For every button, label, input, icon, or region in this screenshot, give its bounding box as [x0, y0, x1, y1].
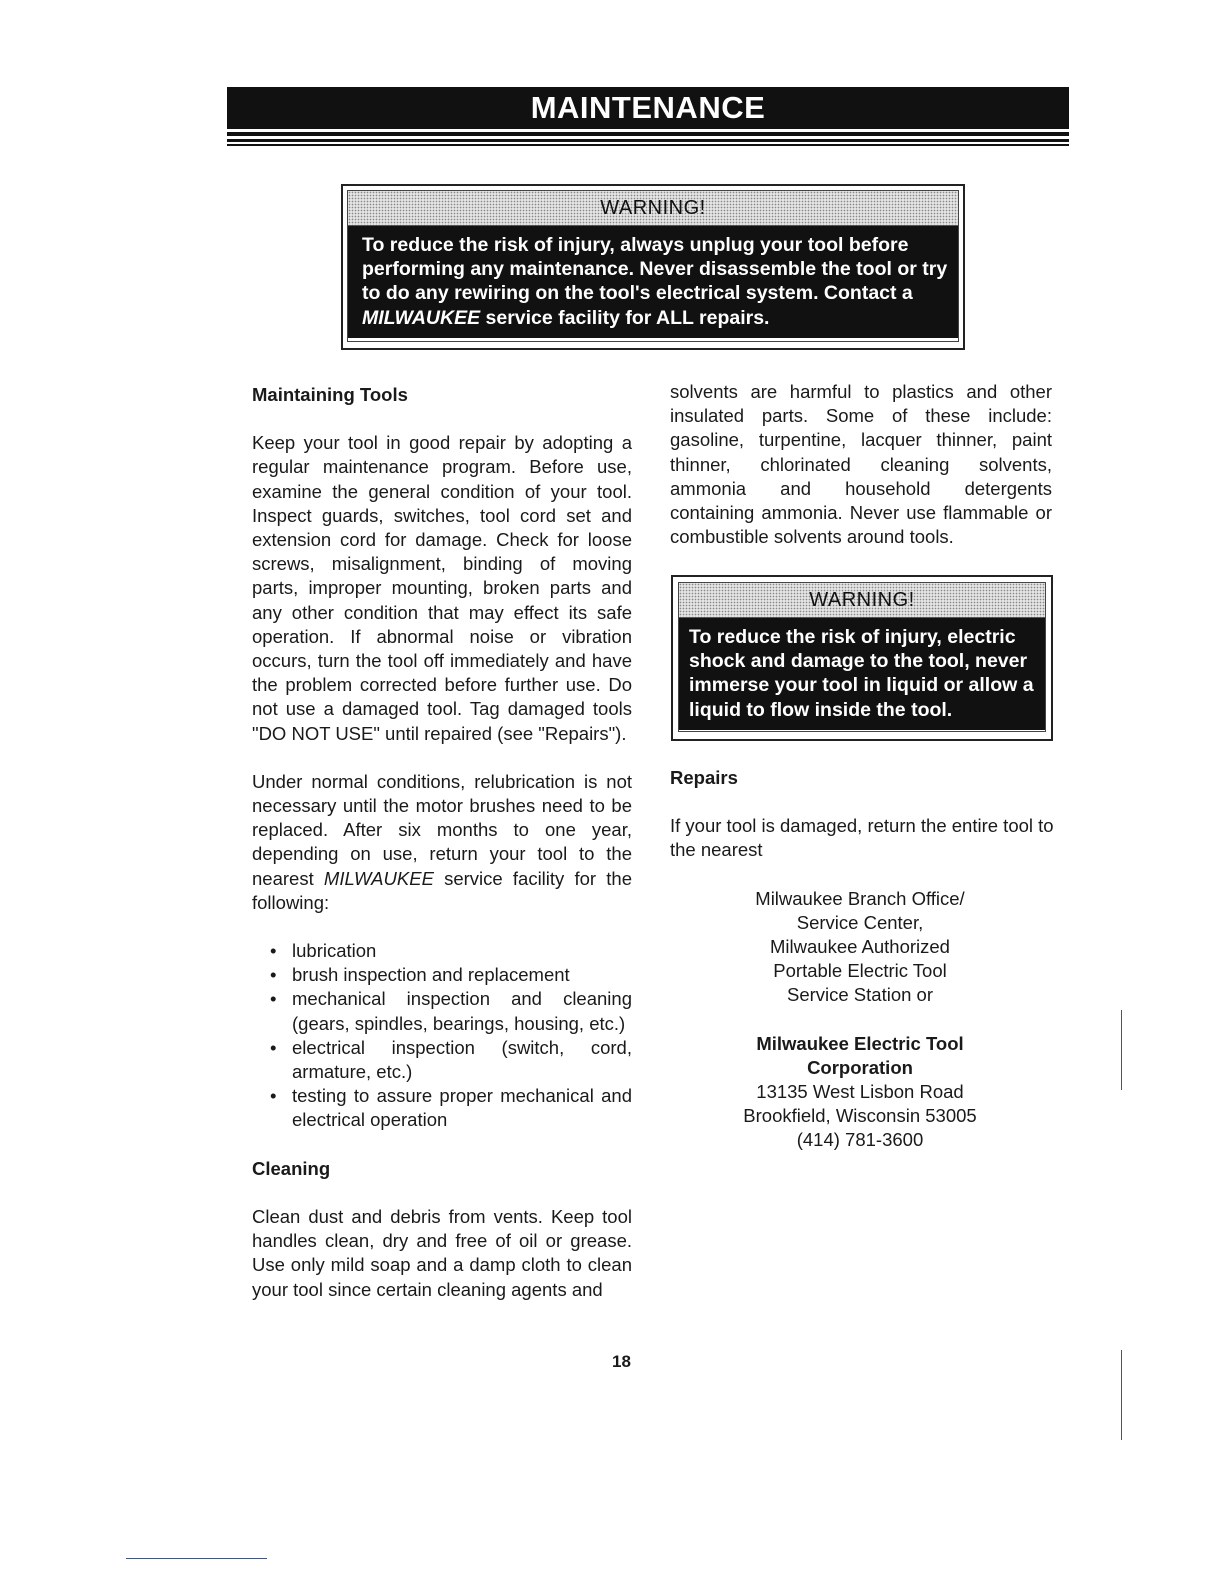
left-column	[252, 383, 632, 1302]
address-line: Portable Electric Tool	[773, 960, 947, 982]
repairs-paragraph: If your tool is damaged, return the entire tool to the nearest	[670, 815, 1054, 861]
section-heading-cleaning: Cleaning	[252, 1157, 331, 1179]
cleaning-paragraph: Clean dust and debris from vents. Keep tool handles clean, dry and free of oil or grease. Use only mild soap and a damp cloth to clean your tool since certain cleaning agents and	[252, 1205, 632, 1300]
address-line: Milwaukee Branch Office/	[755, 887, 965, 909]
scan-edge-line	[126, 1558, 267, 1559]
warning-text: To reduce the risk of injury, always unplug your tool before performing any maintenance. Never disassemble the tool or try to do any rewiring on the tool's electrical system. Contact a MILWAUKEE service facility for ALL repairs.	[348, 226, 958, 338]
right-column	[670, 380, 1052, 549]
title-rule	[227, 139, 1069, 142]
list-item: • lubrication	[252, 939, 632, 963]
title-rule	[227, 132, 1069, 136]
scan-edge-line	[1121, 1350, 1122, 1440]
relubrication-paragraph: Under normal conditions, relubrication is not necessary until the motor brushes need to be replaced. After six months to one year, depending on use, return your tool to the nearest MILWAUKEE service facility for the following:	[252, 770, 632, 913]
page-number: 18	[612, 1352, 631, 1371]
brand-name: MILWAUKEE	[362, 306, 481, 329]
address-line: 13135 West Lisbon Road	[756, 1081, 964, 1103]
list-item: • electrical inspection (switch, cord, armature, etc.)	[252, 1036, 632, 1084]
address-line: Service Center,	[796, 911, 924, 933]
scan-edge-line	[1121, 1010, 1122, 1090]
page-title: MAINTENANCE	[227, 87, 1069, 129]
cleaning-paragraph-continued: solvents are harmful to plastics and other insulated parts. Some of these include: gasoline, turpentine, lacquer thinner, paint thinner, chlorinated cleaning solvents, ammonia and household detergents containing ammonia. Never use flammable or combustible solvents around tools.	[670, 381, 1052, 548]
title-rule	[227, 144, 1069, 146]
service-address-block	[670, 887, 1050, 1153]
address-line: Service Station or	[786, 984, 933, 1006]
warning-text: To reduce the risk of injury, electric shock and damage to the tool, never immerse your tool in liquid or allow a liquid to flow inside the tool.	[679, 618, 1045, 730]
warning-box-unplug	[341, 184, 965, 350]
maintaining-paragraph: Keep your tool in good repair by adopting a regular maintenance program. Before use, examine the general condition of your tool. Inspect guards, switches, tool cord set and extension cord for damage. Check for loose screws, misalignment, binding of moving parts, improper mounting, broken parts and any other condition that may effect its safe operation. If abnormal noise or vibration occurs, turn the tool off immediately and have the problem corrected before further use. Do not use a damaged tool. Tag damaged tools "DO NOT USE" until repaired (see "Repairs").	[252, 432, 632, 744]
address-line: Brookfield, Wisconsin 53005	[743, 1105, 977, 1127]
company-name: Corporation	[807, 1056, 913, 1078]
brand-name: MILWAUKEE	[323, 867, 434, 889]
warning-heading: WARNING!	[679, 583, 1045, 618]
list-item: • brush inspection and replacement	[252, 963, 632, 987]
section-heading-maintaining-tools: Maintaining Tools	[252, 384, 408, 405]
section-heading-repairs: Repairs	[670, 767, 738, 788]
service-list	[252, 939, 632, 1133]
address-line: Milwaukee Authorized	[770, 936, 950, 958]
warning-heading: WARNING!	[348, 191, 958, 226]
list-item: • mechanical inspection and cleaning (gears, spindles, bearings, housing, etc.)	[252, 987, 632, 1035]
repairs-section	[670, 766, 1054, 1153]
company-name: Milwaukee Electric Tool	[756, 1032, 964, 1054]
warning-box-immerse	[671, 575, 1053, 741]
list-item: • testing to assure proper mechanical and electrical operation	[252, 1084, 632, 1132]
phone-number: (414) 781-3600	[796, 1129, 924, 1151]
